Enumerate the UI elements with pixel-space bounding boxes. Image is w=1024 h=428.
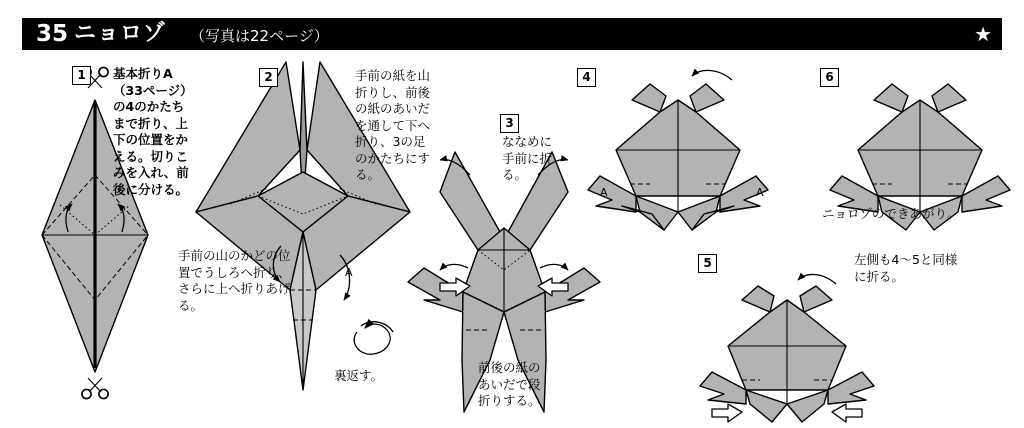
star-icon: ★	[974, 22, 992, 46]
caption-step-3b: 前後の紙のあいだで段折りする。	[478, 360, 541, 408]
caption-step-2: 手前の紙を山折りし、前後の紙のあいだを通して下へ折り、3の足のかたちにする。	[355, 68, 431, 182]
step-number-3: 3	[500, 114, 519, 133]
step-5-figure	[700, 274, 874, 422]
page-title: ニョロゾ	[74, 21, 167, 46]
label-a-step4-right: A	[756, 186, 764, 199]
model-number: 35	[36, 21, 69, 47]
step-number-5: 5	[698, 254, 717, 273]
caption-step-2b: 手前の山のかどの位置でうしろへ折り、さらに上へ折りあげる。	[178, 248, 291, 313]
step-number-2: 2	[259, 68, 278, 87]
step-4-figure	[588, 70, 768, 230]
photo-reference: （写真は22ページ）	[190, 27, 329, 45]
step-number-6: 6	[820, 68, 839, 87]
label-a-step2: A	[345, 266, 353, 279]
step-number-4: 4	[577, 68, 596, 87]
step-number-1: 1	[72, 66, 91, 85]
caption-step-1: 基本折りA（33ページ）の4のかたちまで折り、上下の位置をかえる。切りこみを入れ、前後に分ける。	[113, 66, 189, 197]
scissors-icon-bottom	[82, 378, 108, 399]
flip-arrow-icon	[354, 322, 393, 354]
caption-step-6: ニョロゾのできあがり。	[822, 206, 960, 221]
label-a-step4-left: A	[600, 186, 608, 199]
caption-flip: 裏返す。	[334, 368, 384, 383]
caption-step-3: ななめに手前に折る。	[502, 134, 553, 182]
caption-step-5: 左側も4～5と同様に折る。	[854, 252, 958, 284]
